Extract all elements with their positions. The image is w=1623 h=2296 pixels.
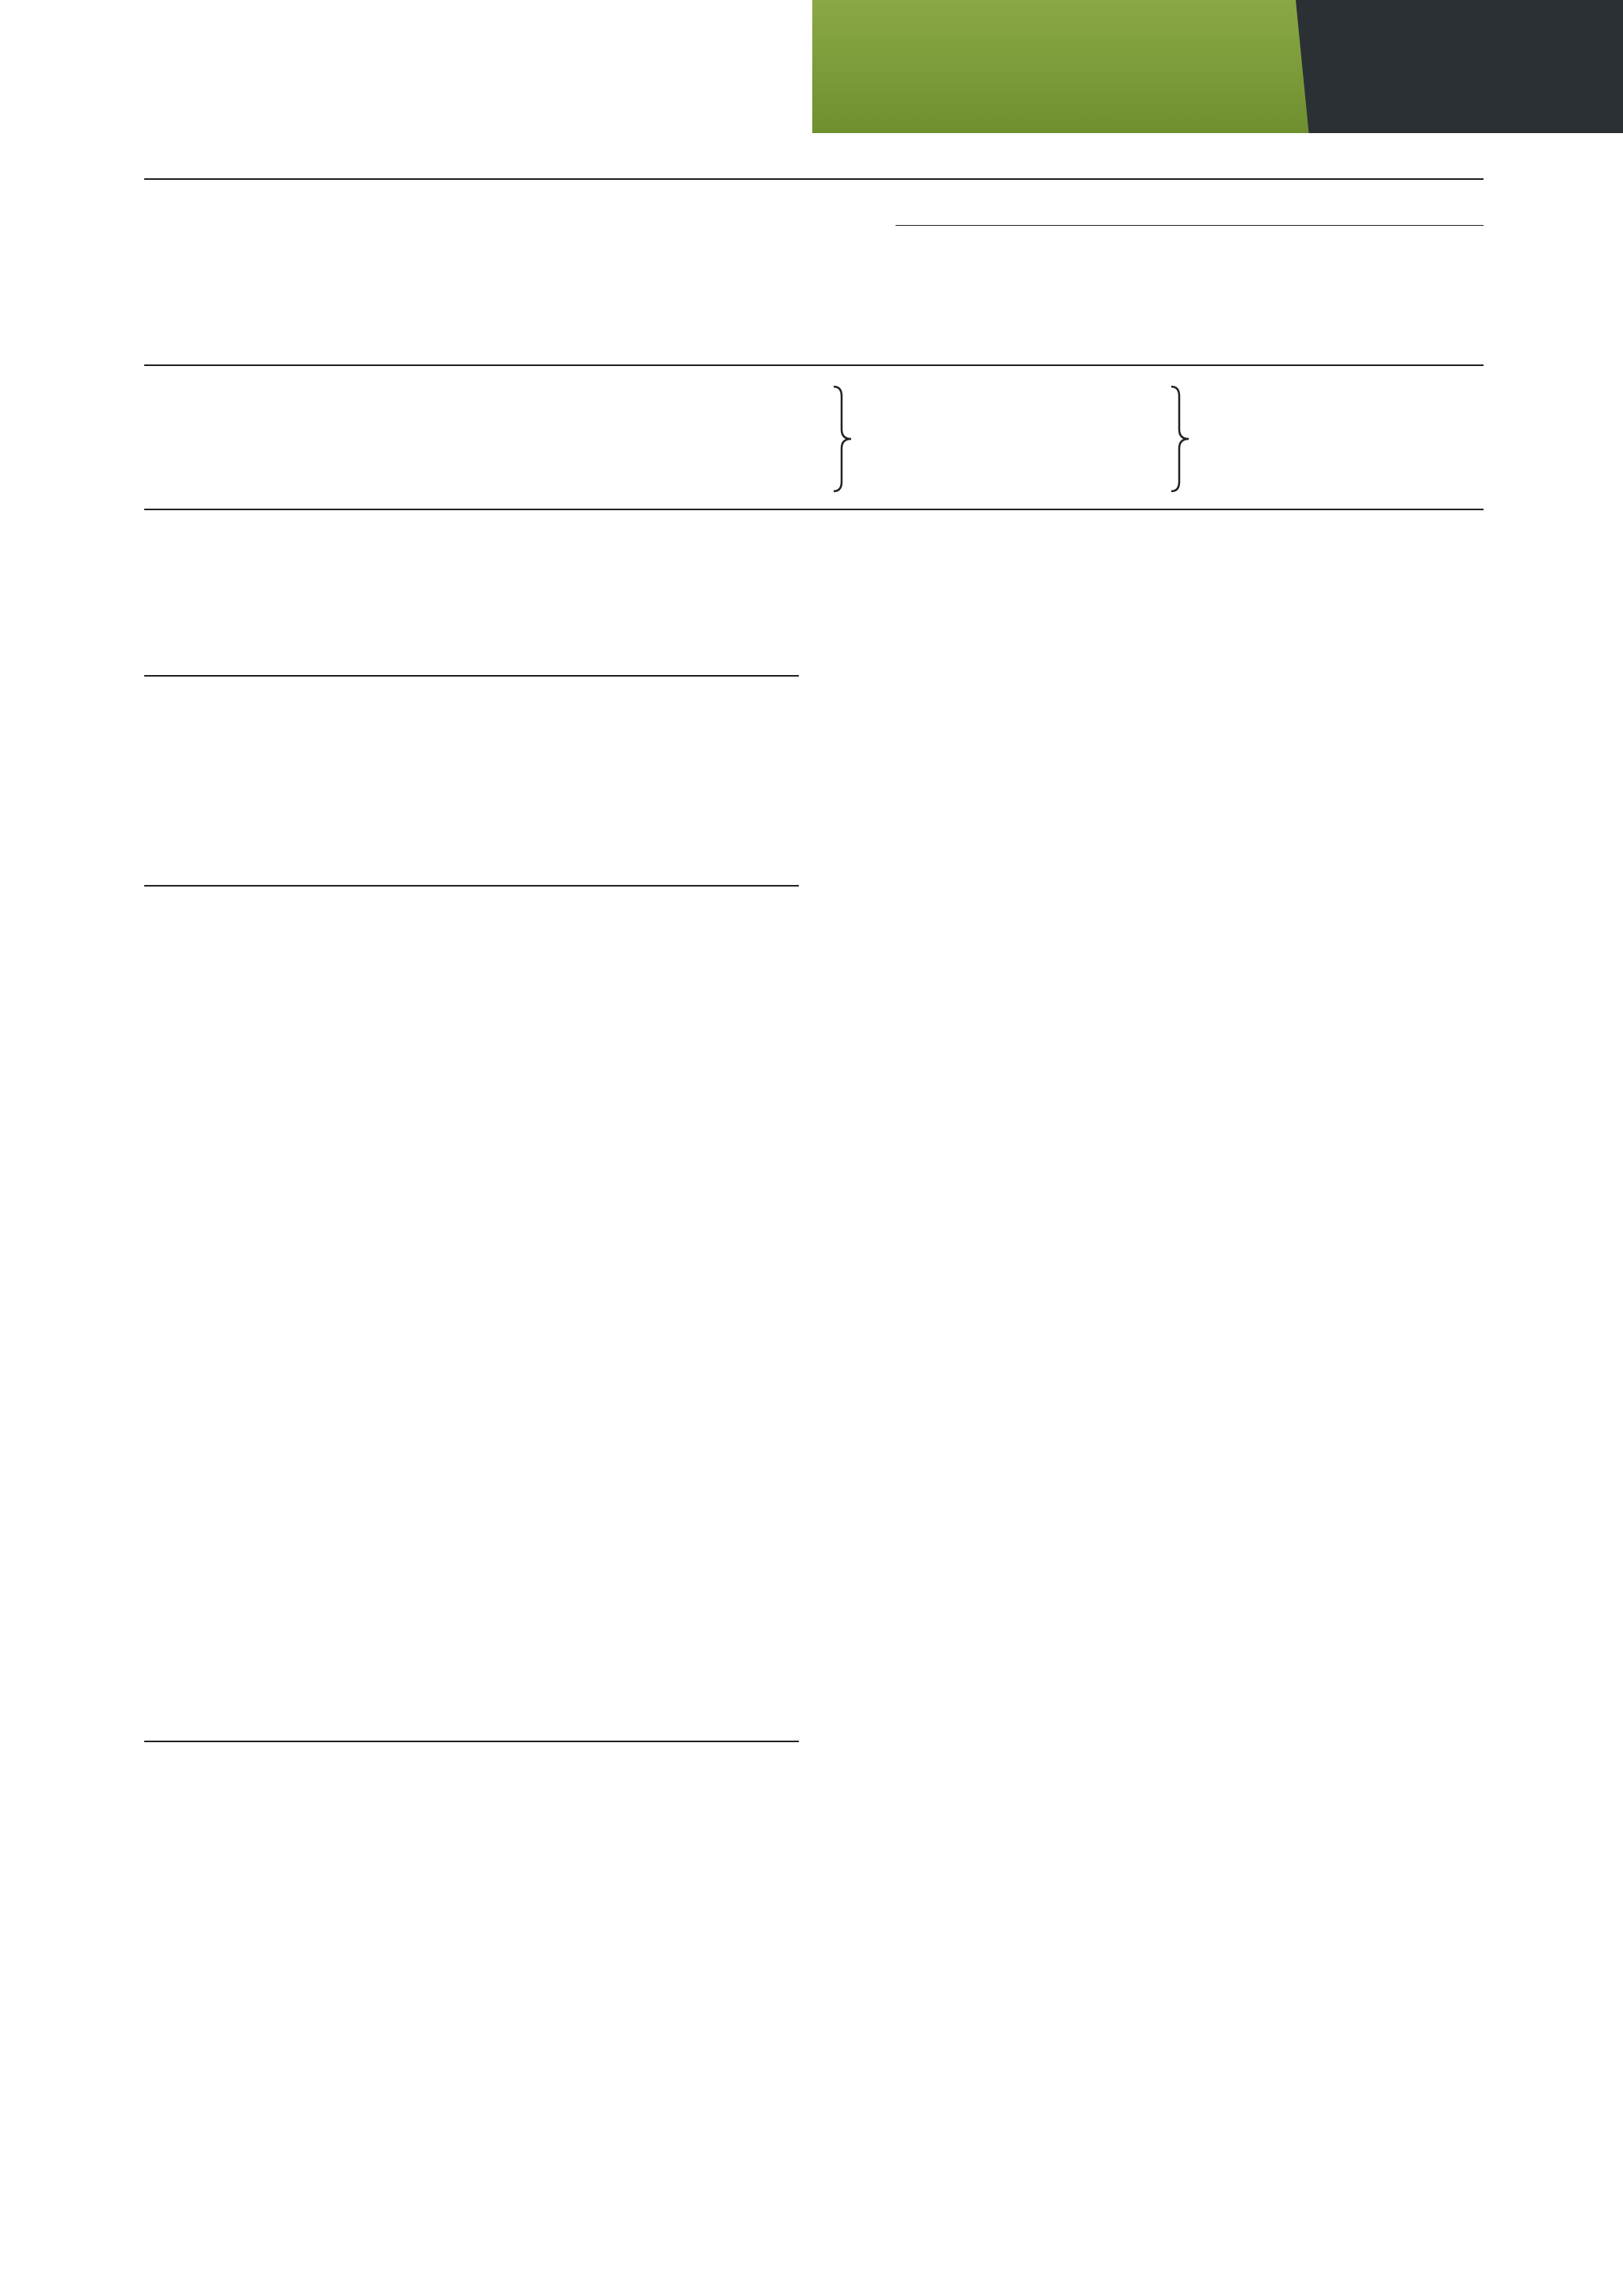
table25-brace-left — [831, 385, 854, 493]
ad-banner[interactable] — [812, 0, 1623, 133]
banner-feature — [1343, 87, 1365, 110]
table26-bottom-rule — [144, 1741, 799, 1742]
table25-top-rule — [144, 178, 1484, 180]
banner-feature — [1343, 22, 1365, 45]
banner-feature — [1343, 55, 1365, 78]
banner-logo-panel — [812, 0, 1312, 133]
table26-top-rule — [144, 675, 799, 677]
table25-bottom-rule — [144, 509, 1484, 510]
banner-features-panel — [1296, 0, 1623, 133]
table25-brace-right — [1168, 385, 1192, 493]
table26-header-rule — [144, 885, 799, 887]
table25-header-rule — [144, 364, 1484, 366]
table25-sub-rule — [896, 225, 1484, 226]
